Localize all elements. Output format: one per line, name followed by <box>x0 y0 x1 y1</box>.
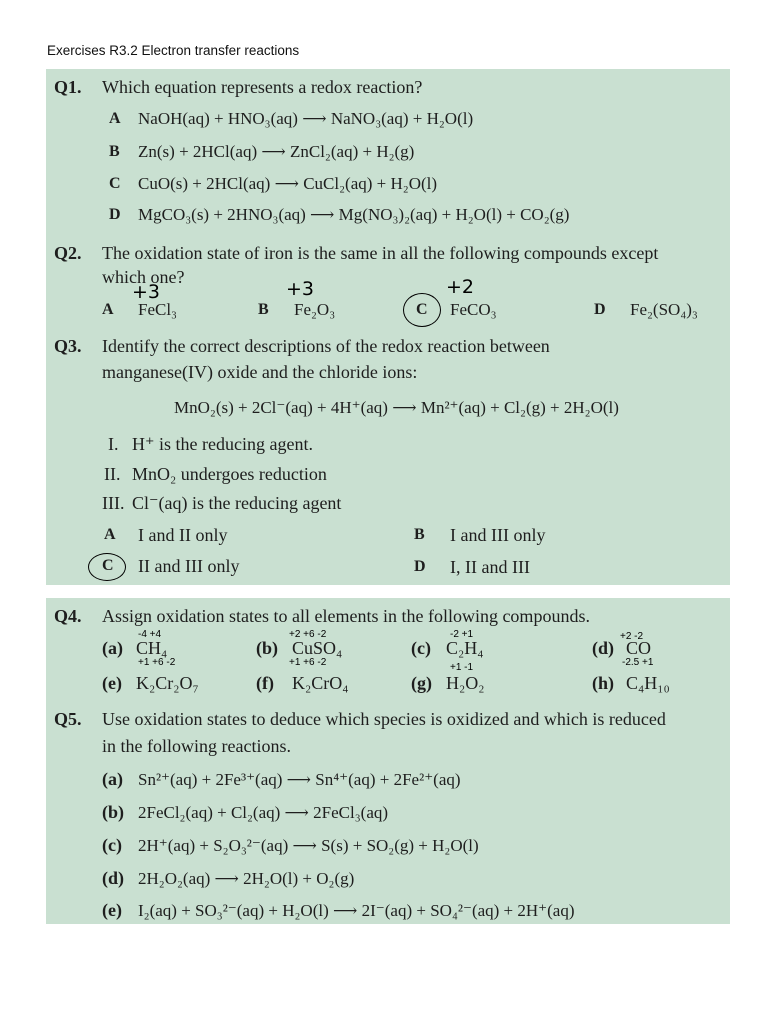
q5a-equation: Sn²⁺(aq) + 2Fe³⁺(aq) ⟶ Sn⁴⁺(aq) + 2Fe²⁺(aq) <box>138 770 461 789</box>
q2-option-b-letter: B <box>258 301 269 318</box>
q4h-annotation: -2.5 +1 <box>622 657 654 668</box>
q5d-label: (d) <box>102 868 124 888</box>
q5b-label: (b) <box>102 802 124 822</box>
q3-option-a-letter: A <box>104 526 116 543</box>
q5e-label: (e) <box>102 900 122 920</box>
q4a-label: (a) <box>102 638 123 658</box>
q2-option-c-handwritten-note: +2 <box>446 276 475 298</box>
q5a-label: (a) <box>102 769 123 789</box>
q3-statement-i-number: I. <box>108 434 119 454</box>
q4d-annotation: +2 -2 <box>620 631 644 642</box>
q2-option-b-formula: Fe₂O₃ <box>294 300 336 319</box>
q4g-formula: H₂O₂ <box>446 673 485 693</box>
q3-statement-iii-number: III. <box>102 493 125 513</box>
q5e-equation: I₂(aq) + SO₃²⁻(aq) + H₂O(l) ⟶ 2I⁻(aq) + SO₄²⁻(aq) + 2H⁺(aq) <box>138 901 575 920</box>
page-title: Exercises R3.2 Electron transfer reactions <box>47 43 300 58</box>
q4h-formula: C₄H₁₀ <box>626 673 670 693</box>
q4-text: Assign oxidation states to all elements in the following compounds. <box>102 606 590 626</box>
q2-text-line2: which one? <box>102 267 185 287</box>
q2-option-b-handwritten-note: +3 <box>286 278 315 300</box>
q2-option-a-handwritten-note: +3 <box>132 281 161 303</box>
q2-number: Q2. <box>54 243 82 263</box>
q3-option-c-letter: C <box>102 557 114 574</box>
q4-number: Q4. <box>54 606 82 626</box>
q4f-label: (f) <box>256 673 274 693</box>
q5c-label: (c) <box>102 835 122 855</box>
q4c-label: (c) <box>411 638 431 658</box>
q2-option-a-letter: A <box>102 301 114 318</box>
q5-text-line1: Use oxidation states to deduce which species is oxidized and which is reduced <box>102 709 666 729</box>
q1-option-c-equation: CuO(s) + 2HCl(aq) ⟶ CuCl₂(aq) + H₂O(l) <box>138 174 438 193</box>
q3-equation: MnO₂(s) + 2Cl⁻(aq) + 4H⁺(aq) ⟶ Mn²⁺(aq) + Cl₂(g) + 2H₂O(l) <box>174 398 619 417</box>
q2-option-d-formula: Fe₂(SO₄)₃ <box>630 300 698 319</box>
q3-statement-ii-number: II. <box>104 464 121 484</box>
q3-statement-i: H⁺ is the reducing agent. <box>132 434 313 454</box>
q4h-label: (h) <box>592 673 614 693</box>
q1-option-b-letter: B <box>109 143 120 160</box>
q3-text-line2: manganese(IV) oxide and the chloride ions: <box>102 362 418 382</box>
q5-number: Q5. <box>54 709 82 729</box>
q1-text: Which equation represents a redox reaction? <box>102 77 423 97</box>
q3-option-d-letter: D <box>414 558 426 575</box>
q1-option-a-equation: NaOH(aq) + HNO₃(aq) ⟶ NaNO₃(aq) + H₂O(l) <box>138 109 474 128</box>
q4b-label: (b) <box>256 638 278 658</box>
q4f-annotation: +1 +6 -2 <box>289 657 327 668</box>
q4c-annotation: -2 +1 <box>450 629 474 640</box>
q1-option-a-letter: A <box>109 110 121 127</box>
q4g-annotation: +1 -1 <box>450 662 474 673</box>
q3-option-a-text: I and II only <box>138 525 228 545</box>
questions-panel-1 <box>46 69 730 585</box>
q2-option-c-letter: C <box>416 301 428 318</box>
q4g-label: (g) <box>411 673 432 693</box>
q4b-formula: CuSO₄ <box>292 638 343 658</box>
q3-statement-iii: Cl⁻(aq) is the reducing agent <box>132 493 342 513</box>
q4d-formula: CO <box>626 638 652 658</box>
q1-option-d-letter: D <box>109 206 121 223</box>
q4a-annotation: -4 +4 <box>138 629 162 640</box>
q2-option-a-formula: FeCl₃ <box>138 300 177 319</box>
q3-statement-ii: MnO₂ undergoes reduction <box>132 464 327 484</box>
q2-text-line1: The oxidation state of iron is the same in all the following compounds except <box>102 243 659 263</box>
q5c-equation: 2H⁺(aq) + S₂O₃²⁻(aq) ⟶ S(s) + SO₂(g) + H₂O(l) <box>138 836 479 855</box>
q4e-annotation: +1 +6 -2 <box>138 657 176 668</box>
q1-option-c-letter: C <box>109 175 121 192</box>
q5-text-line2: in the following reactions. <box>102 736 291 756</box>
q2-option-d-letter: D <box>594 301 606 318</box>
q5b-equation: 2FeCl₂(aq) + Cl₂(aq) ⟶ 2FeCl₃(aq) <box>138 803 389 822</box>
q4c-formula: C₂H₄ <box>446 638 484 658</box>
q1-option-b-equation: Zn(s) + 2HCl(aq) ⟶ ZnCl₂(aq) + H₂(g) <box>138 142 415 161</box>
q3-number: Q3. <box>54 336 82 356</box>
q4f-formula: K₂CrO₄ <box>292 673 349 693</box>
q4e-formula: K₂Cr₂O₇ <box>136 673 199 693</box>
questions-panel-2 <box>46 598 730 924</box>
q2-option-c-formula: FeCO₃ <box>450 300 497 319</box>
q5d-equation: 2H₂O₂(aq) ⟶ 2H₂O(l) + O₂(g) <box>138 869 355 888</box>
q3-option-b-letter: B <box>414 526 425 543</box>
q4b-annotation: +2 +6 -2 <box>289 629 327 640</box>
q3-option-c-text: II and III only <box>138 556 240 576</box>
q4a-formula: CH₄ <box>136 638 168 658</box>
q1-option-d-equation: MgCO₃(s) + 2HNO₃(aq) ⟶ Mg(NO₃)₂(aq) + H₂O(l) + CO₂(g) <box>138 205 570 224</box>
q3-option-d-text: I, II and III <box>450 557 530 577</box>
q1-number: Q1. <box>54 77 82 97</box>
q4e-label: (e) <box>102 673 122 693</box>
q3-text-line1: Identify the correct descriptions of the redox reaction between <box>102 336 550 356</box>
q3-option-b-text: I and III only <box>450 525 546 545</box>
q4d-label: (d) <box>592 638 614 658</box>
